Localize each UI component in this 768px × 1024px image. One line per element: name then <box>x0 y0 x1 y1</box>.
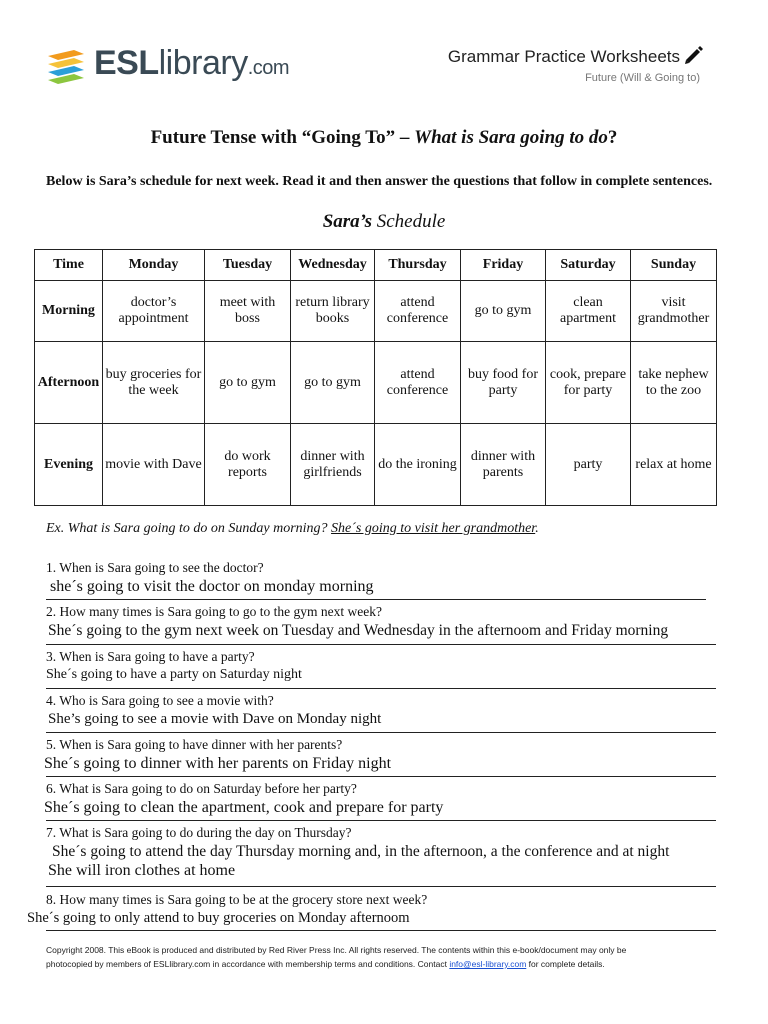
table-cell: cook, prepare for party <box>546 342 631 424</box>
copyright-footer: Copyright 2008. This eBook is produced and distributed by Red River Press Inc. All rights reserved. The contents within this e-book/document may only be photocopied by members of ESLlibrary.com in accordance with membership terms and conditions. Contact info@esl-library.com for complete details. <box>46 945 627 969</box>
header-cell: Saturday <box>546 250 631 281</box>
table-cell: movie with Dave <box>103 424 205 506</box>
answer-text: She´s going to clean the apartment, cook and prepare for party <box>44 799 444 816</box>
answer-text: She´s going to only attend to buy groceries on Monday afternoom <box>27 910 410 926</box>
table-cell: clean apartment <box>546 281 631 342</box>
schedule-title: Sara’s Schedule <box>322 211 446 232</box>
question-text: 7. What is Sara going to do during the day on Thursday? <box>46 825 352 840</box>
table-cell: attend conference <box>375 281 461 342</box>
table-cell: attend conference <box>375 342 461 424</box>
table-cell: meet with boss <box>205 281 291 342</box>
table-cell: return library books <box>291 281 375 342</box>
answer-line <box>46 820 716 821</box>
worksheet-series-title: Grammar Practice Worksheets <box>447 47 680 66</box>
example-answer: She´s going to visit her grandmother <box>331 521 536 536</box>
answer-text: She´s going to dinner with her parents on Friday night <box>44 755 392 772</box>
answer-text: She´s going to have a party on Saturday night <box>46 667 302 682</box>
contact-email-link[interactable]: info@esl-library.com <box>449 959 527 969</box>
table-row <box>35 424 717 506</box>
answer-line <box>46 776 716 777</box>
books-stack-icon <box>44 46 88 90</box>
table-cell: go to gym <box>291 342 375 424</box>
answer-line <box>46 599 706 600</box>
header-cell: Sunday <box>631 250 717 281</box>
table-cell: dinner with girlfriends <box>291 424 375 506</box>
table-cell: relax at home <box>631 424 717 506</box>
question-text: 3. When is Sara going to have a party? <box>46 649 255 664</box>
header-cell: Wednesday <box>291 250 375 281</box>
table-cell: do the ironing <box>375 424 461 506</box>
example-question: Ex. What is Sara going to do on Sunday morning? She´s going to visit her grandmother. <box>46 521 539 536</box>
table-cell: visit grandmother <box>631 281 717 342</box>
time-cell: Evening <box>35 424 103 506</box>
answer-line <box>46 930 716 931</box>
header-cell: Monday <box>103 250 205 281</box>
table-cell: go to gym <box>461 281 546 342</box>
question-text: 5. When is Sara going to have dinner with her parents? <box>46 737 343 752</box>
header-cell: Time <box>35 250 103 281</box>
schedule-table <box>34 249 717 506</box>
table-cell: dinner with parents <box>461 424 546 506</box>
table-cell: take nephew to the zoo <box>631 342 717 424</box>
table-cell: do work reports <box>205 424 291 506</box>
table-cell: buy food for party <box>461 342 546 424</box>
esl-library-logo <box>44 42 290 92</box>
answer-line <box>46 688 716 689</box>
header-cell: Friday <box>461 250 546 281</box>
worksheet-topic: Future (Will & Going to) <box>585 72 700 84</box>
answer-line <box>46 732 716 733</box>
question-text: 8. How many times is Sara going to be at the grocery store next week? <box>46 892 428 907</box>
table-header-row <box>35 250 717 281</box>
header-cell: Thursday <box>375 250 461 281</box>
pencil-icon <box>682 44 704 66</box>
question-text: 1. When is Sara going to see the doctor? <box>46 560 264 575</box>
table-cell: buy groceries for the week <box>103 342 205 424</box>
table-cell: doctor’s appointment <box>103 281 205 342</box>
answer-text: She’s going to see a movie with Dave on Monday night <box>48 711 382 727</box>
answer-text: She´s going to the gym next week on Tuesday and Wednesday in the afternoom and Friday morning <box>48 622 669 639</box>
table-row <box>35 342 717 424</box>
answer-line <box>46 886 716 887</box>
answer-text: she´s going to visit the doctor on monday morning <box>50 578 374 595</box>
table-cell: party <box>546 424 631 506</box>
time-cell: Afternoon <box>35 342 103 424</box>
question-text: 2. How many times is Sara going to go to the gym next week? <box>46 604 382 619</box>
answer-line <box>46 644 716 645</box>
answer-text-continued: She will iron clothes at home <box>48 862 236 879</box>
header-cell: Tuesday <box>205 250 291 281</box>
logo-text: ESLlibrary.com <box>94 44 290 82</box>
time-cell: Morning <box>35 281 103 342</box>
question-text: 6. What is Sara going to do on Saturday before her party? <box>46 781 357 796</box>
table-row <box>35 281 717 342</box>
question-text: 4. Who is Sara going to see a movie with? <box>46 693 274 708</box>
page-title: Future Tense with “Going To” – What is Sara going to do? <box>150 127 618 148</box>
table-cell: go to gym <box>205 342 291 424</box>
answer-text: She´s going to attend the day Thursday morning and, in the afternoon, a the conference and at night <box>52 843 670 860</box>
instructions: Below is Sara’s schedule for next week. Read it and then answer the questions that follow in complete sentences. <box>46 174 713 189</box>
